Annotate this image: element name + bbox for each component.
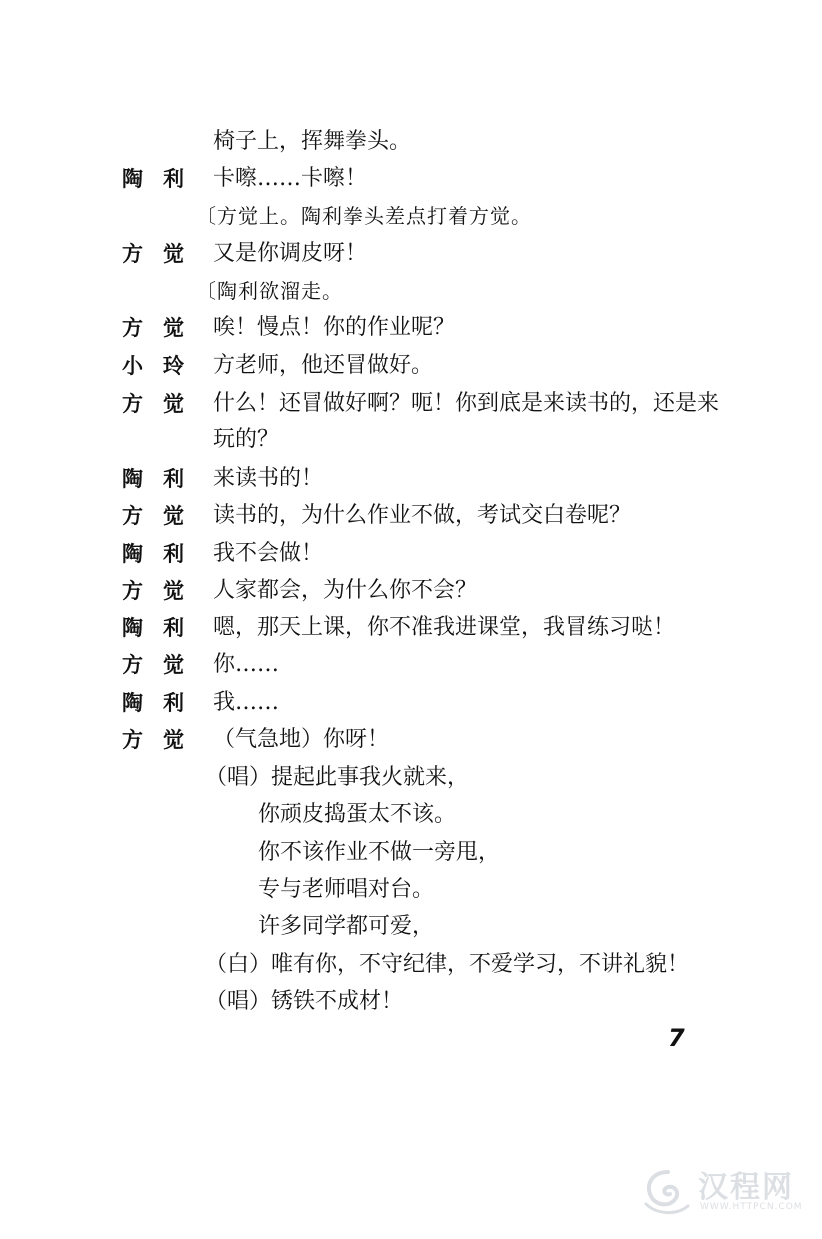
line-text: 方老师，他还冒做好。	[213, 353, 434, 378]
line-text: 专与老师唱对台。	[258, 877, 435, 902]
line-text: 什么！还冒做好啊？呃！你到底是来读书的，还是来	[213, 391, 720, 416]
line-text: 我不会做！	[213, 541, 324, 566]
line-text: 你……	[213, 652, 280, 677]
speaker-name: 陶利	[122, 542, 204, 566]
speaker-name: 方觉	[122, 316, 204, 340]
line-text: 〔陶利欲溜走。	[196, 279, 343, 303]
line-text: 许多同学都可爱，	[258, 914, 435, 939]
speaker-name: 陶利	[122, 616, 204, 640]
speaker-name: 陶利	[122, 467, 204, 491]
line-text: 我……	[213, 690, 280, 715]
line-text: （气急地）你呀！	[213, 727, 390, 752]
speaker-name: 方觉	[122, 242, 204, 266]
line-text: 读书的，为什么作业不做，考试交白卷呢？	[213, 503, 632, 528]
line-text: 你不该作业不做一旁甩，	[258, 840, 501, 865]
watermark-name: 汉程网	[698, 1170, 794, 1205]
speaker-name: 方觉	[122, 392, 204, 416]
watermark-url: WWW.HTTPCN.COM	[700, 1202, 803, 1212]
page-number: 7	[668, 1024, 685, 1052]
watermark	[640, 1160, 810, 1230]
speaker-name: 陶利	[122, 691, 204, 715]
line-text: （唱）锈铁不成材！	[205, 989, 404, 1014]
line-text: 嗯，那天上课，你不准我进课堂，我冒练习哒！	[213, 615, 676, 640]
speaker-name: 方觉	[122, 653, 204, 677]
speaker-name: 陶利	[122, 167, 204, 191]
line-text: （白）唯有你，不守纪律，不爱学习，不讲礼貌！	[205, 952, 690, 977]
line-text: 玩的？	[213, 427, 280, 452]
line-text: 人家都会，为什么你不会？	[213, 578, 478, 603]
line-text: 又是你调皮呀！	[213, 241, 368, 266]
line-text: 来读书的！	[213, 466, 324, 491]
line-text: 椅子上，挥舞拳头。	[213, 129, 412, 154]
line-text: 卡嚓……卡嚓！	[213, 166, 368, 191]
speaker-name: 方觉	[122, 579, 204, 603]
swirl-logo-icon	[640, 1164, 696, 1220]
speaker-name: 小玲	[122, 354, 204, 378]
line-text: 你顽皮捣蛋太不该。	[258, 802, 457, 827]
speaker-name: 方觉	[122, 728, 204, 752]
line-text: 〔方觉上。陶利拳头差点打着方觉。	[196, 204, 532, 228]
line-text: 唉！慢点！你的作业呢？	[213, 315, 456, 340]
speaker-name: 方觉	[122, 504, 204, 528]
line-text: （唱）提起此事我火就来，	[205, 765, 470, 790]
